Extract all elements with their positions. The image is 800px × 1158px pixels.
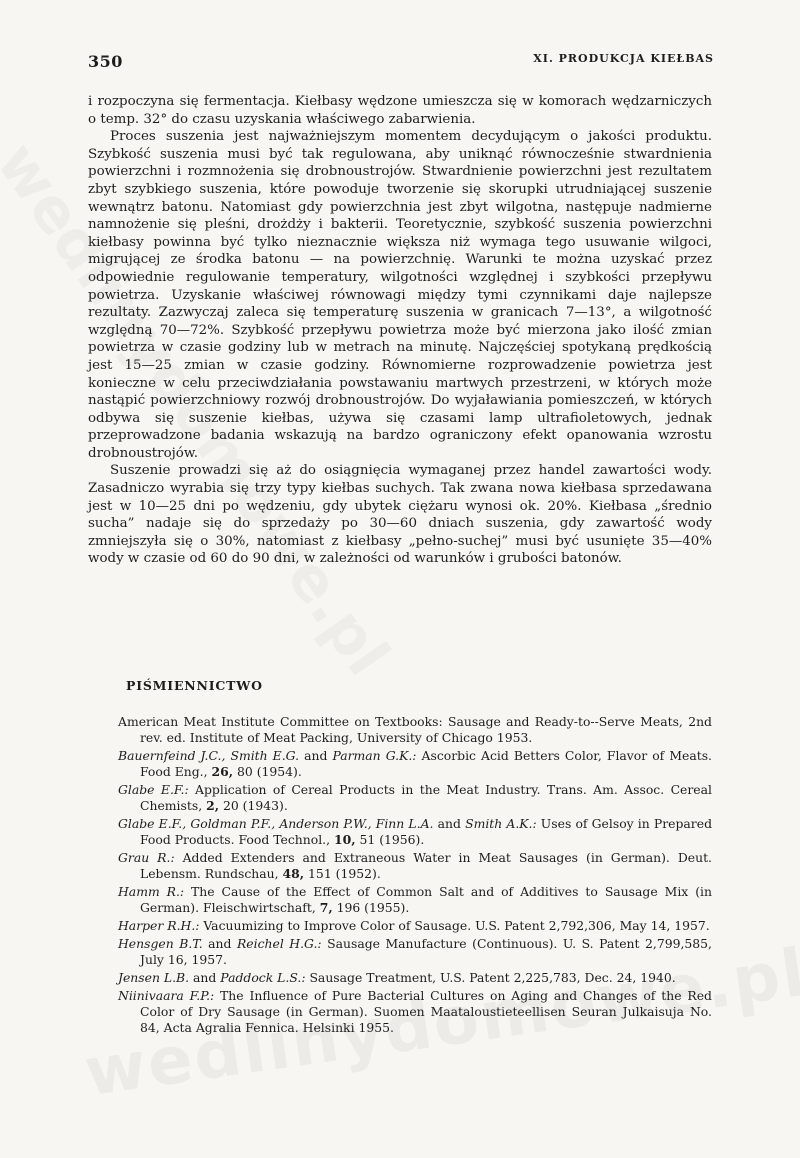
reference-author: Reichel H.G.: [236, 936, 322, 952]
reference-author: Jensen L.B. [118, 970, 190, 986]
reference-text: American Meat Institute Committee on Textbooks: Sausage and Ready-to--Serve Meats, 2nd rev. ed. Institute of Meat Packing, University of Chicago 1953. [118, 714, 712, 745]
reference-text: and [202, 936, 237, 952]
reference-volume: 7, [319, 899, 333, 915]
bibliography-list [118, 714, 712, 1038]
reference-text: The Influence of Pure Bacterial Cultures on Aging and Changes of the Red Color of Dry Sausage (in German). Suomen Maataloustieteellisen Seuran Julkaisuja No. 84, Acta Agralia Fennica. Helsinki 1955. [140, 988, 712, 1035]
reference-text: Ascorbic Acid Betters Color, Flavor of Meats. Food Eng., [140, 747, 712, 779]
reference-text: 196 (1955). [332, 899, 410, 915]
reference-author: Smith A.K.: [465, 815, 537, 831]
reference-volume: 48, [282, 865, 305, 881]
reference-item [118, 714, 712, 746]
reference-author: Glabe E.F., Goldman P.F., Anderson P.W., Finn L.A. [118, 815, 434, 831]
paragraph: Proces suszenia jest najważniejszym momentem decydującym o jakości produktu. Szybkość suszenia musi być tak regulowana, aby uniknąć równocześnie stwardnienia powierzchni i rozmnożenia się drobnoustrojów. Stwardnienie powierzchni jest rezultatem zbyt szybkiego suszenia, które powoduje tworzenie się skorupki utrudniającej suszenie wewnątrz batonu. Natomiast gdy powierzchnia jest zbyt wilgotna, następuje nadmierne namnożenie się pleśni, drożdży i bakterii. Teoretycznie, szybkość suszenia powierzchni kiełbasy powinna być tylko nieznacznie większa niż wymaga tego usuwanie wilgoci, migrującej ze środka batonu — na powierzchnię. Warunki te można uzyskać przez odpowiednie regulowanie temperatury, wilgotności względnej i szybkości przepływu powietrza. Uzyskanie właściwej równowagi między tymi czynnikami daje najlepsze rezultaty. Zazwyczaj zaleca się temperaturę suszenia w granicach 7—13°, a wilgotność względną 70—72%. Szybkość przepływu powietrza może być mierzona jako ilość zmian powietrza w czasie godziny lub w metrach na minutę. Najczęściej spotykaną prędkością jest 15—25 zmian w czasie godziny. Równomierne rozprowadzenie powietrza jest konieczne w celu przeciwdziałania powstawaniu martwych przestrzeni, w których może nastąpić powierzchniowy rozwój drobnoustrojów. Do wyjaławiania pomieszczeń, w których odbywa się suszenie kiełbas, używa się czasami lamp ultrafioletowych, jednak przeprowadzone badania wskazują na bardzo ograniczony efekt opanowania wzrostu drobnoustrojów. [88, 129, 712, 461]
reference-author: Grau R.: [118, 849, 175, 865]
reference-text: Sausage Manufacture (Continuous). U. S. Patent 2,799,585, July 16, 1957. [140, 936, 712, 967]
reference-volume: 26, [211, 763, 234, 779]
reference-text: Vacuumizing to Improve Color of Sausage. U.S. Patent 2,792,306, May 14, 1957. [199, 917, 710, 933]
reference-text: Added Extenders and Extraneous Water in Meat Sausages (in German). Deut. Lebensm. Rundschau, [140, 849, 712, 881]
bibliography-title: PIŚMIENNICTWO [126, 678, 263, 693]
reference-item [118, 970, 712, 986]
reference-item [118, 748, 712, 780]
reference-text: Uses of Gelsoy in Prepared Food Products. Food Technol., [140, 815, 712, 847]
reference-author: Hamm R.: [118, 883, 185, 899]
reference-text: 51 (1956). [355, 831, 425, 847]
reference-text: Sausage Treatment, U.S. Patent 2,225,783, Dec. 24, 1940. [305, 970, 676, 986]
body-text [88, 93, 712, 568]
reference-text: and [299, 747, 333, 763]
reference-text: The Cause of the Effect of Common Salt and of Additives to Sausage Mix (in German). Fleischwirtschaft, [140, 883, 712, 915]
running-head: XI. PRODUKCJA KIEŁBAS [533, 52, 714, 65]
reference-author: Niinivaara F.P.: [118, 988, 215, 1004]
reference-author: Bauernfeind J.C., Smith E.G. [118, 747, 300, 763]
reference-author: Paddock L.S.: [220, 970, 306, 986]
reference-text: and [189, 970, 221, 986]
reference-item [118, 936, 712, 968]
reference-item [118, 988, 712, 1035]
reference-author: Hensgen B.T. [118, 936, 203, 952]
reference-item [118, 884, 712, 916]
reference-author: Parman G.K.: [332, 747, 417, 763]
reference-item [118, 918, 712, 934]
paragraph: i rozpoczyna się fermentacja. Kiełbasy wędzone umieszcza się w komorach wędzarniczych o temp. 32° do czasu uzyskania właściwego zabarwienia. [88, 94, 712, 127]
reference-item [118, 816, 712, 848]
reference-text: Application of Cereal Products in the Meat Industry. Trans. Am. Assoc. Cereal Chemists, [140, 781, 712, 813]
reference-text: and [433, 815, 466, 831]
reference-text: 151 (1952). [304, 865, 381, 881]
paragraph: Suszenie prowadzi się aż do osiągnięcia wymaganej przez handel zawartości wody. Zasadniczo wyrabia się trzy typy kiełbas suchych. Tak zwana nowa kiełbasa sprzedawana jest w 10—25 dni po wędzeniu, gdy ubytek ciężaru wynosi ok. 20%. Kiełbasa „średnio sucha” nadaje się do sprzedaży po 30—60 dniach suszenia, gdy zawartość wody zmniejszyła się o 30%, natomiast z kiełbasy „pełno-suchej” musi być usunięte 35—40% wody w czasie od 60 do 90 dni, w zależności od warunków i grubości batonów. [88, 463, 712, 567]
page-number: 350 [88, 52, 123, 71]
reference-item [118, 782, 712, 814]
reference-volume: 2, [206, 797, 220, 813]
reference-author: Glabe E.F.: [118, 781, 189, 797]
reference-volume: 10, [333, 831, 356, 847]
reference-text: 20 (1943). [219, 797, 288, 813]
reference-item [118, 850, 712, 882]
reference-author: Harper R.H.: [118, 917, 200, 933]
reference-text: 80 (1954). [233, 763, 302, 779]
